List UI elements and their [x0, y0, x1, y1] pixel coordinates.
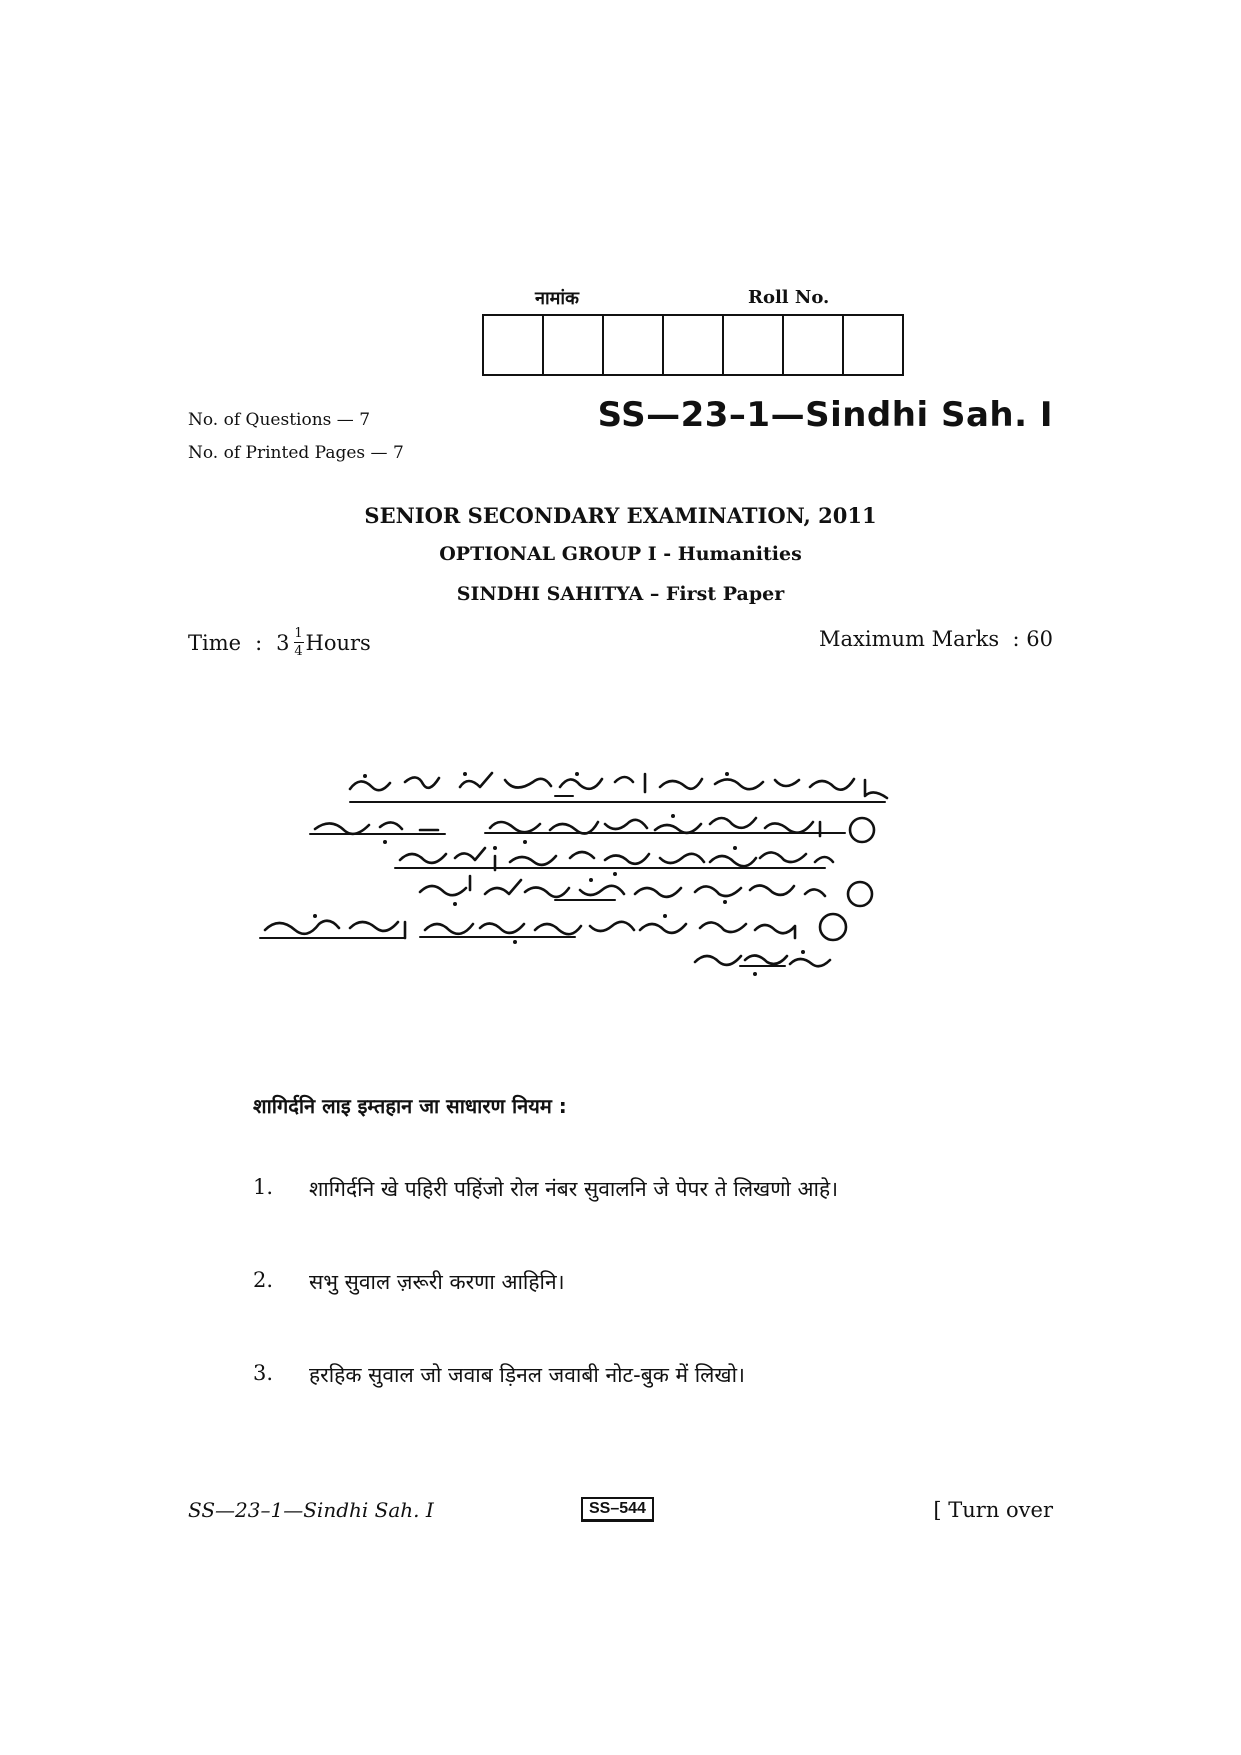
turn-over-note: [ Turn over: [933, 1498, 1053, 1522]
instruction-item: [253, 1361, 1053, 1389]
roll-number-box[interactable]: [784, 316, 844, 374]
roll-number-box[interactable]: [724, 316, 784, 374]
instruction-item: [253, 1268, 1053, 1296]
roll-number-box[interactable]: [544, 316, 604, 374]
time-allowed: [188, 627, 371, 658]
time-whole: 3: [276, 630, 290, 655]
exam-title: SENIOR SECONDARY EXAMINATION, 2011: [364, 503, 877, 528]
instruction-number: 2.: [253, 1268, 274, 1292]
time-separator: :: [255, 630, 263, 655]
time-label: Time: [188, 630, 242, 655]
group-title: OPTIONAL GROUP I - Humanities: [439, 543, 802, 565]
roll-number-label: Roll No.: [748, 287, 830, 308]
time-denominator: 4: [294, 644, 303, 659]
fraction-bar: [294, 642, 304, 643]
roll-number-box[interactable]: [484, 316, 544, 374]
number-of-printed-pages: No. of Printed Pages — 7: [188, 443, 404, 463]
roll-number-box[interactable]: [664, 316, 724, 374]
instruction-text: हरहिक सुवाल जो जवाब ड़िनल जवाबी नोट-बुक में लिखो।: [309, 1363, 745, 1387]
footer-series-code: SS–544: [581, 1497, 654, 1522]
time-unit: Hours: [305, 630, 371, 655]
handwriting-image: [255, 762, 975, 1007]
number-of-questions: No. of Questions — 7: [188, 410, 371, 430]
subject-title: SINDHI SAHITYA – First Paper: [456, 583, 785, 605]
roll-number-label-hindi: नामांक: [535, 288, 579, 309]
roll-number-boxes: [482, 314, 904, 376]
paper-code: SS—23–1—Sindhi Sah. I: [597, 395, 1053, 435]
maximum-marks: Maximum Marks : 60: [819, 627, 1053, 651]
roll-number-box[interactable]: [844, 316, 902, 374]
footer-paper-code: SS—23–1—Sindhi Sah. I: [188, 1498, 434, 1522]
instructions-title: शागिर्दनि लाइ इम्तहान जा साधारण नियम :: [253, 1094, 567, 1118]
time-numerator: 1: [294, 626, 303, 641]
handwritten-sindhi-instructions: [255, 762, 975, 1007]
roll-number-box[interactable]: [604, 316, 664, 374]
instruction-item: [253, 1175, 1053, 1203]
time-fraction: [294, 627, 304, 658]
instruction-number: 3.: [253, 1361, 274, 1385]
instruction-text: शागिर्दनि खे पहिरी पहिंजो रोल नंबर सुवालनि जे पेपर ते लिखणो आहे।: [309, 1177, 839, 1201]
instruction-number: 1.: [253, 1175, 274, 1199]
instruction-text: सभु सुवाल ज़रूरी करणा आहिनि।: [309, 1270, 565, 1294]
